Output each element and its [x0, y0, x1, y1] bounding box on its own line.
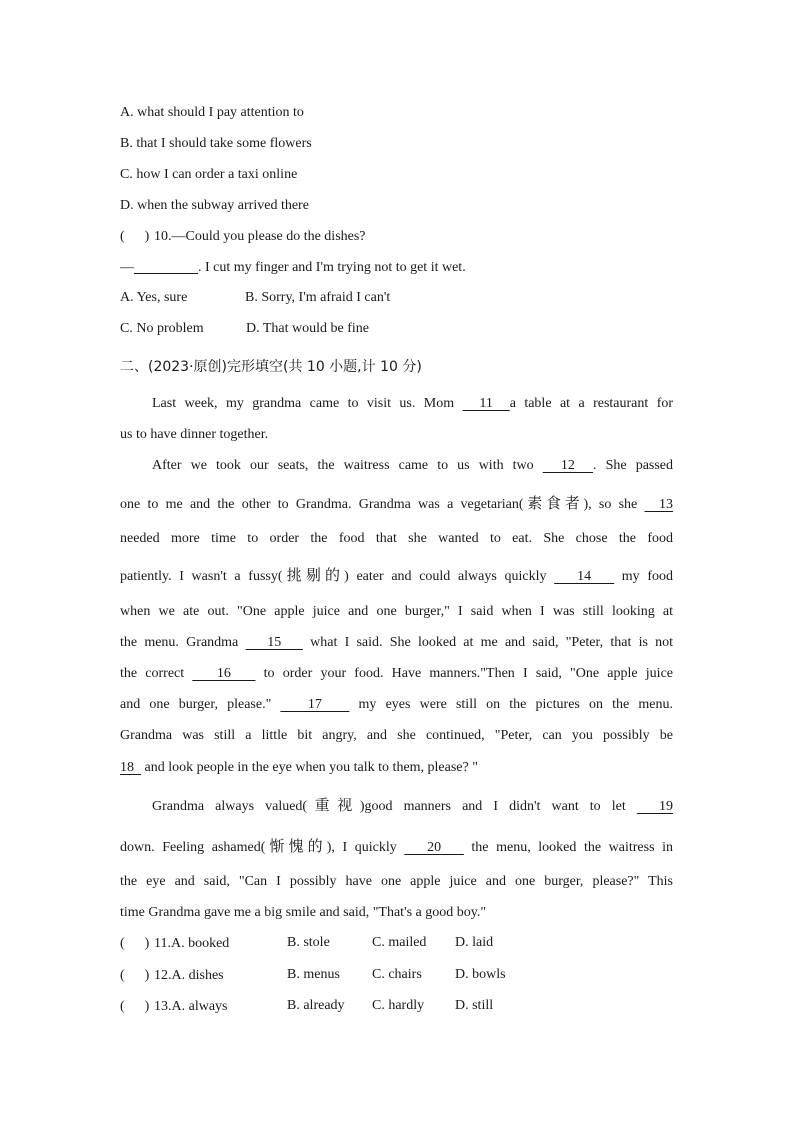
- blank-14[interactable]: 14: [554, 569, 615, 584]
- blank-16[interactable]: 16: [192, 666, 256, 681]
- answer-bracket[interactable]: ( ): [120, 936, 150, 951]
- choice-row-13: ( ) 13.A. always: [120, 999, 228, 1014]
- q9-option-d: D. when the subway arrived there: [120, 198, 309, 213]
- q10-blank[interactable]: [134, 259, 198, 274]
- choice-13-d: D. still: [455, 998, 494, 1013]
- blank-17[interactable]: 17: [280, 697, 350, 712]
- blank-20[interactable]: 20: [404, 840, 464, 855]
- passage-line: and one burger, please." 17 my eyes were still on the pictures on the menu.: [120, 697, 674, 712]
- choice-13-b: B. already: [287, 998, 345, 1013]
- passage-line: needed more time to order the food that she wanted to eat. She chose the food: [120, 531, 673, 546]
- q10-option-c: C. No problem: [120, 321, 204, 336]
- passage-line: one to me and the other to Grandma. Grandma was a vegetarian(素食者), so she 13: [120, 494, 673, 512]
- choice-11-d: D. laid: [455, 935, 494, 950]
- q10-option-a: A. Yes, sure: [120, 290, 188, 305]
- passage-line: the menu. Grandma 15 what I said. She looked at me and said, "Peter, that is not: [120, 635, 674, 650]
- passage-line: the eye and said, "Can I possibly have one apple juice and one burger, please?" This: [120, 874, 673, 889]
- q10-option-b: B. Sorry, I'm afraid I can't: [245, 290, 391, 305]
- q10-stem-line: [120, 228, 366, 246]
- passage-line: Grandma always valued(重视)good manners and I didn't want to let 19: [152, 796, 673, 814]
- passage-line: down. Feeling ashamed(惭愧的), I quickly 20 the menu, looked the waitress in: [120, 837, 674, 855]
- passage-line: Grandma was still a little bit angry, and she continued, "Peter, can you possibly be: [120, 728, 673, 743]
- choice-12-d: D. bowls: [455, 967, 506, 982]
- passage-line: us to have dinner together.: [120, 427, 269, 442]
- choice-11-c: C. mailed: [372, 935, 427, 950]
- passage-line: After we took our seats, the waitress came to us with two 12 . She passed: [152, 458, 674, 473]
- passage-line: time Grandma gave me a big smile and said, "That's a good boy.": [120, 905, 487, 920]
- q9-option-a: A. what should I pay attention to: [120, 105, 304, 120]
- q9-option-b: B. that I should take some flowers: [120, 136, 312, 151]
- q9-option-c: C. how I can order a taxi online: [120, 167, 298, 182]
- passage-line: the correct 16 to order your food. Have manners."Then I said, "One apple juice: [120, 666, 673, 681]
- q10-stem: 10.—Could you please do the dishes?: [154, 229, 366, 244]
- answer-bracket[interactable]: ( ): [120, 229, 150, 244]
- blank-12[interactable]: 12: [542, 458, 594, 473]
- choice-12-b: B. menus: [287, 967, 340, 982]
- passage-line: 18 and look people in the eye when you talk to them, please? ": [120, 760, 478, 775]
- answer-bracket[interactable]: ( ): [120, 968, 150, 983]
- blank-13[interactable]: 13: [644, 497, 673, 512]
- choice-11-b: B. stole: [287, 935, 330, 950]
- choice-row-11: ( ) 11.A. booked: [120, 936, 230, 951]
- choice-13-c: C. hardly: [372, 998, 425, 1013]
- q10-response-line: — . I cut my finger and I'm trying not to get it wet.: [120, 260, 466, 275]
- choice-row-12: ( ) 12.A. dishes: [120, 968, 224, 983]
- choice-12-c: C. chairs: [372, 967, 422, 982]
- blank-15[interactable]: 15: [245, 635, 303, 650]
- passage-line: Last week, my grandma came to visit us. Mom 11 a table at a restaurant for: [152, 396, 674, 411]
- q10-option-d: D. That would be fine: [246, 321, 369, 336]
- blank-19[interactable]: 19: [636, 799, 673, 814]
- section-heading: 二、(2023·原创)完形填空(共 10 小题,计 10 分): [120, 359, 422, 375]
- blank-11[interactable]: 11: [462, 396, 510, 411]
- answer-bracket[interactable]: ( ): [120, 999, 150, 1014]
- passage-line: patiently. I wasn't a fussy(挑剔的) eater and could always quickly 14 my food: [120, 566, 674, 584]
- passage-line: when we ate out. "One apple juice and one burger," I said when I was still looking at: [120, 604, 673, 619]
- blank-18[interactable]: 18: [120, 760, 141, 775]
